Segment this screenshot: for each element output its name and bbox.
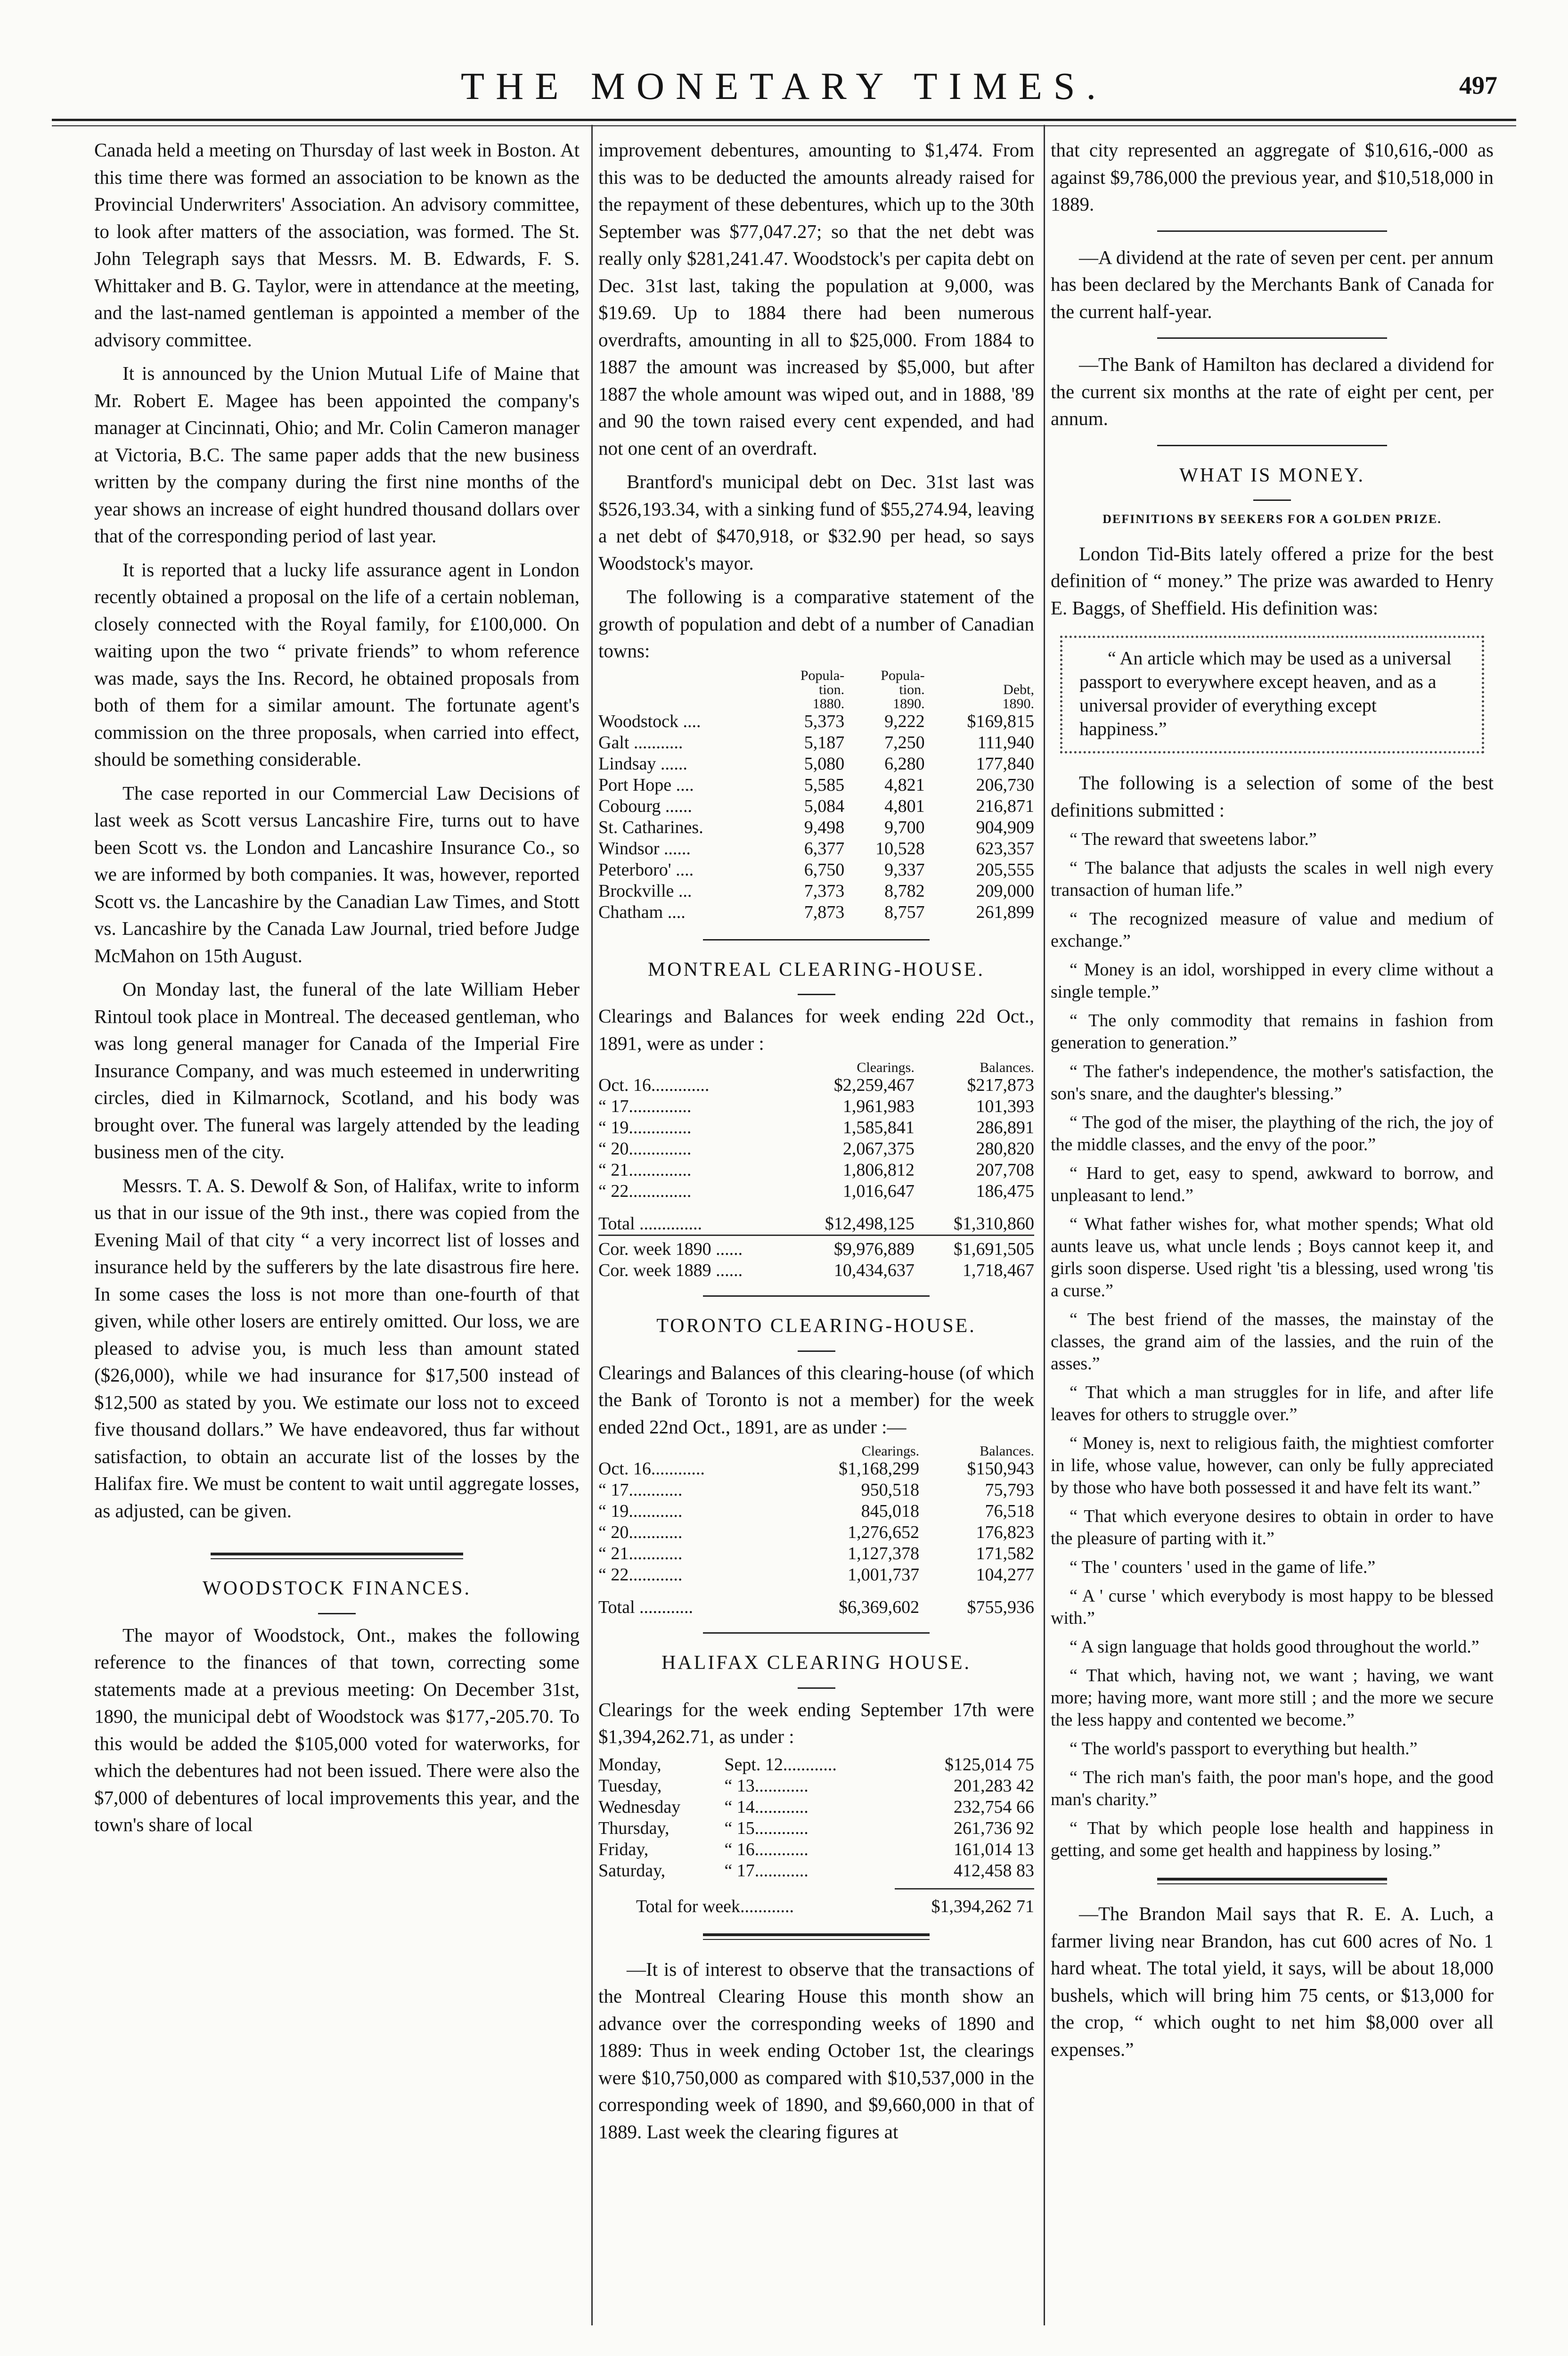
table-row: “ 22.............. 1,016,647 186,475 <box>598 1181 1034 1201</box>
definition-item: “ A ' curse ' which everybody is most happy to be blessed with.” <box>1051 1586 1494 1628</box>
towns-table <box>598 669 1034 923</box>
section-rule <box>703 1295 930 1297</box>
article-paragraph: The case reported in our Commercial Law Decisions of last week as Scott versus Lancashire Fire, turns out to have been Scott vs. the London and Lancashire Insurance Co., so we are informed by both companies. It was, however, reported Scott vs. the Lancashire by the Canadian Law Times, and Stott vs. Lancashire by the Canada Law Journal, tried before Judge McMahon on 15th August. <box>94 782 580 966</box>
column-divider <box>1044 125 1045 2325</box>
table-header: Balances. <box>980 1060 1034 1075</box>
definition-item: “ The god of the miser, the plaything of the rich, the joy of the middle classes, and the envy of the poor.” <box>1051 1113 1494 1154</box>
table-header: Debt, 1890. <box>1002 681 1034 712</box>
definition-item: “ A sign language that holds good throughout the world.” <box>1070 1637 1479 1657</box>
article-paragraph: —It is of interest to observe that the transactions of the Montreal Clearing House this month show an advance over the corresponding weeks of 1890 and 1889: Thus in week ending October 1st, the clearings were $10,750,000 as compared with $10,537,000 in the corresponding week of 1890, and $9,660,000 in that of 1889. Last week the clearing figures at <box>598 1958 1034 2143</box>
definition-item: “ The recognized measure of value and medium of exchange.” <box>1051 909 1494 951</box>
section-rule <box>703 939 930 941</box>
section-rule <box>1157 445 1388 446</box>
table-row: Oct. 16............ $1,168,299 $150,943 <box>598 1459 1034 1479</box>
halifax-total <box>598 1896 1034 1917</box>
article-paragraph: that city represented an aggregate of $10,616,-000 as against $9,786,000 the previous year, and $10,518,000 in 1889. <box>1051 139 1494 215</box>
article-paragraph: On Monday last, the funeral of the late William Heber Rintoul took place in Montreal. The deceased gentleman, who was long general manager for Canada of the Imperial Fire Insurance Company, and was much esteemed in underwriting circles, died in Kilmarnock, Scotland, and his body was brought over. The funeral was largely attended by the leading business men of the city. <box>94 978 580 1162</box>
table-row: Port Hope .... 5,585 4,821 206,730 <box>598 775 1034 795</box>
table-header: Balances. <box>980 1443 1034 1459</box>
section-rule <box>1157 230 1388 232</box>
article-paragraph: The mayor of Woodstock, Ont., makes the following reference to the finances of that town, correcting some statements made at a previous meeting: On December 31st, 1890, the municipal debt of Woodstock was $177,-205.70. To this would be added the $105,000 voted for waterworks, for which the debentures had not been issued. There were also the $7,000 of debentures of local improvements this year, and the town's share of local <box>94 1624 580 1835</box>
section-heading: WHAT IS MONEY. <box>1179 464 1365 486</box>
table-row: Saturday, “ 17............ 412,458 83 <box>598 1860 1034 1881</box>
article-paragraph: Clearings and Balances for week ending 22d Oct., 1891, were as under : <box>598 1005 1034 1054</box>
table-row: Thursday, “ 15............ 261,736 92 <box>598 1818 1034 1838</box>
table-header: Popula- tion. 1890. <box>881 667 925 712</box>
heading-rule <box>798 1350 835 1352</box>
article-paragraph: —The Brandon Mail says that R. E. A. Luch, a farmer living near Brandon, has cut 600 acres of No. 1 hard wheat. The total yield, it says, will be about 18,000 bushels, which will bring him 75 cents, or $13,000 for the crop, “ which ought to net him $8,000 over all expenses.” <box>1051 1903 1494 2060</box>
header-rule-thin <box>52 125 1516 126</box>
table-row: “ 22............ 1,001,737 104,277 <box>598 1565 1034 1585</box>
definition-item: “ That which a man struggles for in life, and after life leaves for others to struggle over.” <box>1051 1383 1494 1424</box>
section-rule <box>1157 1878 1388 1884</box>
definition-item: “ The ' counters ' used in the game of life.” <box>1070 1557 1376 1577</box>
section-rule <box>703 1933 930 1940</box>
table-header: Clearings. <box>861 1443 920 1459</box>
section-rule <box>211 1553 463 1559</box>
definition-item: “ The reward that sweetens labor.” <box>1070 829 1317 849</box>
article-paragraph: Clearings and Balances of this clearing-house (of which the Bank of Toronto is not a member) for the week ended 22nd Oct., 1891, are as under :— <box>598 1361 1034 1438</box>
article-paragraph: Canada held a meeting on Thursday of last week in Boston. At this time there was formed an association to be known as the Provincial Underwriters' Association. An advisory committee, to look after matters of the association, was formed. The St. John Telegraph says that Messrs. M. B. Edwards, F. S. Whittaker and B. G. Taylor, were in attendance at the meeting, and the last-named gentleman is appointed a member of the advisory committee. <box>94 139 580 351</box>
definition-item: “ Hard to get, easy to spend, awkward to borrow, and unpleasant to lend.” <box>1051 1163 1494 1205</box>
table-row: Wednesday “ 14............ 232,754 66 <box>598 1797 1034 1817</box>
article-paragraph: Messrs. T. A. S. Dewolf & Son, of Halifax, write to inform us that in our issue of the 9th inst., there was copied from the Evening Mail of that city “ a very incorrect list of losses and insurance held by the sufferers by the late disastrous fire here. In some cases the loss is not more than one-fourth of that given, while other losers are entirely omitted. Our loss, we are pleased to advise you, is much less than amount stated ($26,000), while we had insurance for $17,500 instead of $12,500 as stated by you. We estimate our loss not to exceed five thousand dollars.” We have endeavored, thus far without satisfaction, to obtain an accurate list of the losses by the Halifax fire. We must be content to wait until aggregate losses, as adjusted, can be given. <box>94 1174 580 1522</box>
prize-definition: “ An article which may be used as a universal passport to everywhere except heaven, and as a universal provider of everything except happiness.” <box>1079 647 1452 739</box>
article-paragraph: improvement debentures, amounting to $1,474. From this was to be deducted the amounts already raised for the repayment of these debentures, which up to the 30th September was $77,047.27; so that the net debt was really only $281,241.47. Woodstock's per capita debt on Dec. 31st last, taking the population at 9,000, was $19.69. Up to 1884 there had been numerous overdrafts, amounting in all to $25,000. From 1884 to 1887 the amount was increased by $5,000, but after 1887 the whole amount was wiped out, and in 1888, '89 and 90 the town raised every cent expended, and had not one cent of an overdraft. <box>598 139 1034 459</box>
definition-item: “ That by which people lose health and happiness in getting, and some get health and happiness by losing.” <box>1051 1818 1494 1860</box>
header-rule <box>52 119 1516 121</box>
article-paragraph: London Tid-Bits lately offered a prize for the best definition of “ money.” The prize was awarded to Henry E. Baggs, of Sheffield. His definition was: <box>1051 542 1494 619</box>
definition-item: “ What father wishes for, what mother spends; What old aunts leave us, what uncle lends ; Boys cannot keep it, and girls soon disperse. Used right 'tis a blessing, used wrong 'tis a curse.” <box>1051 1214 1494 1301</box>
definition-item: “ That which everyone desires to obtain in order to have the pleasure of parting with it.” <box>1051 1506 1494 1548</box>
heading-rule <box>798 994 835 995</box>
article-paragraph: The following is a selection of some of the best definitions submitted : <box>1051 772 1494 821</box>
column-1 <box>94 137 580 2332</box>
table-row: “ 17.............. 1,961,983 101,393 <box>598 1096 1034 1116</box>
table-header: Clearings. <box>857 1060 915 1075</box>
prize-definition-box <box>1060 636 1484 753</box>
masthead <box>52 47 1516 123</box>
section-heading: MONTREAL CLEARING-HOUSE. <box>647 958 985 981</box>
halifax-table <box>598 1754 1034 1882</box>
table-row: Peterboro' .... 6,750 9,337 205,555 <box>598 859 1034 880</box>
table-row: St. Catharines. 9,498 9,700 904,909 <box>598 817 1034 837</box>
definition-item: “ Money is an idol, worshipped in every clime without a single temple.” <box>1051 960 1494 1002</box>
definition-item: “ The only commodity that remains in fashion from generation to generation.” <box>1051 1011 1494 1053</box>
table-row: Friday, “ 16............ 161,014 13 <box>598 1839 1034 1859</box>
table-row: “ 21............ 1,127,378 171,582 <box>598 1544 1034 1563</box>
section-subheading: DEFINITIONS BY SEEKERS FOR A GOLDEN PRIZE. <box>1102 512 1442 526</box>
article-paragraph: The following is a comparative statement of the growth of population and debt of a number of Canadian towns: <box>598 586 1034 662</box>
table-row: Chatham .... 7,873 8,757 261,899 <box>598 902 1034 922</box>
section-rule <box>1157 337 1388 339</box>
heading-rule <box>318 1613 356 1614</box>
toronto-table <box>598 1444 1034 1618</box>
table-row: Cobourg ...... 5,084 4,801 216,871 <box>598 796 1034 816</box>
definition-item: “ The rich man's faith, the poor man's hope, and the good man's charity.” <box>1051 1767 1494 1809</box>
definition-item: “ The balance that adjusts the scales in well nigh every transaction of human life.” <box>1051 858 1494 900</box>
table-row: Cor. week 1890 ...... $9,976,889 $1,691,505 <box>598 1235 1034 1260</box>
column-divider <box>591 125 593 2325</box>
table-row-total: Total .............. $12,498,125 $1,310,860 <box>598 1214 1034 1234</box>
montreal-table <box>598 1061 1034 1281</box>
definition-item: “ The father's independence, the mother's satisfaction, the son's snare, and the daughter's blessing.” <box>1051 1062 1494 1104</box>
column-2 <box>598 137 1034 2332</box>
definition-item: “ The best friend of the masses, the mainstay of the classes, the grand aim of the lassies, and the ruin of the asses.” <box>1051 1309 1494 1374</box>
heading-rule <box>798 1687 835 1689</box>
table-row: Cor. week 1889 ...... 10,434,637 1,718,467 <box>598 1260 1034 1280</box>
section-heading: WOODSTOCK FINANCES. <box>203 1578 471 1599</box>
definitions-list <box>1051 828 1494 1862</box>
table-row: “ 17............ 950,518 75,793 <box>598 1480 1034 1500</box>
definition-item: “ The world's passport to everything but health.” <box>1070 1739 1418 1759</box>
table-row: “ 19.............. 1,585,841 286,891 <box>598 1118 1034 1137</box>
table-row: Woodstock .... 5,373 9,222 $169,815 <box>598 711 1034 731</box>
table-row: “ 20............ 1,276,652 176,823 <box>598 1522 1034 1542</box>
section-heading: HALIFAX CLEARING HOUSE. <box>661 1652 972 1674</box>
table-header: Popula- tion. 1880. <box>800 667 845 712</box>
article-paragraph: —The Bank of Hamilton has declared a dividend for the current six months at the rate of eight per cent, per annum. <box>1051 353 1494 429</box>
definition-item: “ Money is, next to religious faith, the mightiest comforter in life, whose value, however, can only be fully appreciated by those who have both possessed it and have felt its want.” <box>1051 1433 1494 1497</box>
table-row: Windsor ...... 6,377 10,528 623,357 <box>598 838 1034 859</box>
section-rule <box>703 1632 930 1634</box>
table-row: Monday, Sept. 12............ $125,014 75 <box>598 1754 1034 1775</box>
table-row: “ 20.............. 2,067,375 280,820 <box>598 1139 1034 1159</box>
article-paragraph: It is announced by the Union Mutual Life of Maine that Mr. Robert E. Magee has been appointed the company's manager at Cincinnati, Ohio; and Mr. Colin Cameron manager at Victoria, B.C. The same paper adds that the new business written by the company during the first nine months of the year shows an increase of eight hundred thousand dollars over that of the corresponding period of last year. <box>94 362 580 547</box>
table-row: Oct. 16............. $2,259,467 $217,873 <box>598 1075 1034 1095</box>
column-3 <box>1051 137 1494 2332</box>
page-number: 497 <box>1459 71 1497 99</box>
table-row: Lindsay ...... 5,080 6,280 177,840 <box>598 753 1034 774</box>
page-title: THE MONETARY TIMES. <box>461 65 1107 107</box>
table-row: “ 19............ 845,018 76,518 <box>598 1501 1034 1521</box>
article-paragraph: It is reported that a lucky life assurance agent in London recently obtained a proposal on the life of a certain nobleman, closely connected with the Royal family, for £100,000. On waiting upon the two “ private friends” to whom reference was made, says the Ins. Record, he obtained proposals from both of them for a similar amount. The fortunate agent's commission on the three proposals, when carried into effect, should be something considerable. <box>94 558 580 770</box>
article-paragraph: Brantford's municipal debt on Dec. 31st last was $526,193.34, with a sinking fund of $55,274.94, leaving a net debt of $470,918, or $32.90 per head, so says Woodstock's mayor. <box>598 471 1034 574</box>
table-row: Galt ........... 5,187 7,250 111,940 <box>598 732 1034 753</box>
table-row: Tuesday, “ 13............ 201,283 42 <box>598 1775 1034 1796</box>
heading-rule <box>1253 499 1291 501</box>
sum-rule <box>895 1888 1034 1890</box>
article-paragraph: —A dividend at the rate of seven per cent. per annum has been declared by the Merchants Bank of Canada for the current half-year. <box>1051 246 1494 322</box>
section-heading: TORONTO CLEARING-HOUSE. <box>656 1315 976 1337</box>
table-row-total: Total for week............ $1,394,262 71 <box>636 1896 1034 1916</box>
table-row: Brockville ... 7,373 8,782 209,000 <box>598 881 1034 901</box>
article-paragraph: Clearings for the week ending September 17th were $1,394,262.71, as under : <box>598 1698 1034 1747</box>
table-row-total: Total ............ $6,369,602 $755,936 <box>598 1597 1034 1617</box>
table-row: “ 21.............. 1,806,812 207,708 <box>598 1160 1034 1180</box>
definition-item: “ That which, having not, we want ; having, we want more; having more, want more still ; and the more we secure the less happy and contented we become.” <box>1051 1666 1494 1730</box>
